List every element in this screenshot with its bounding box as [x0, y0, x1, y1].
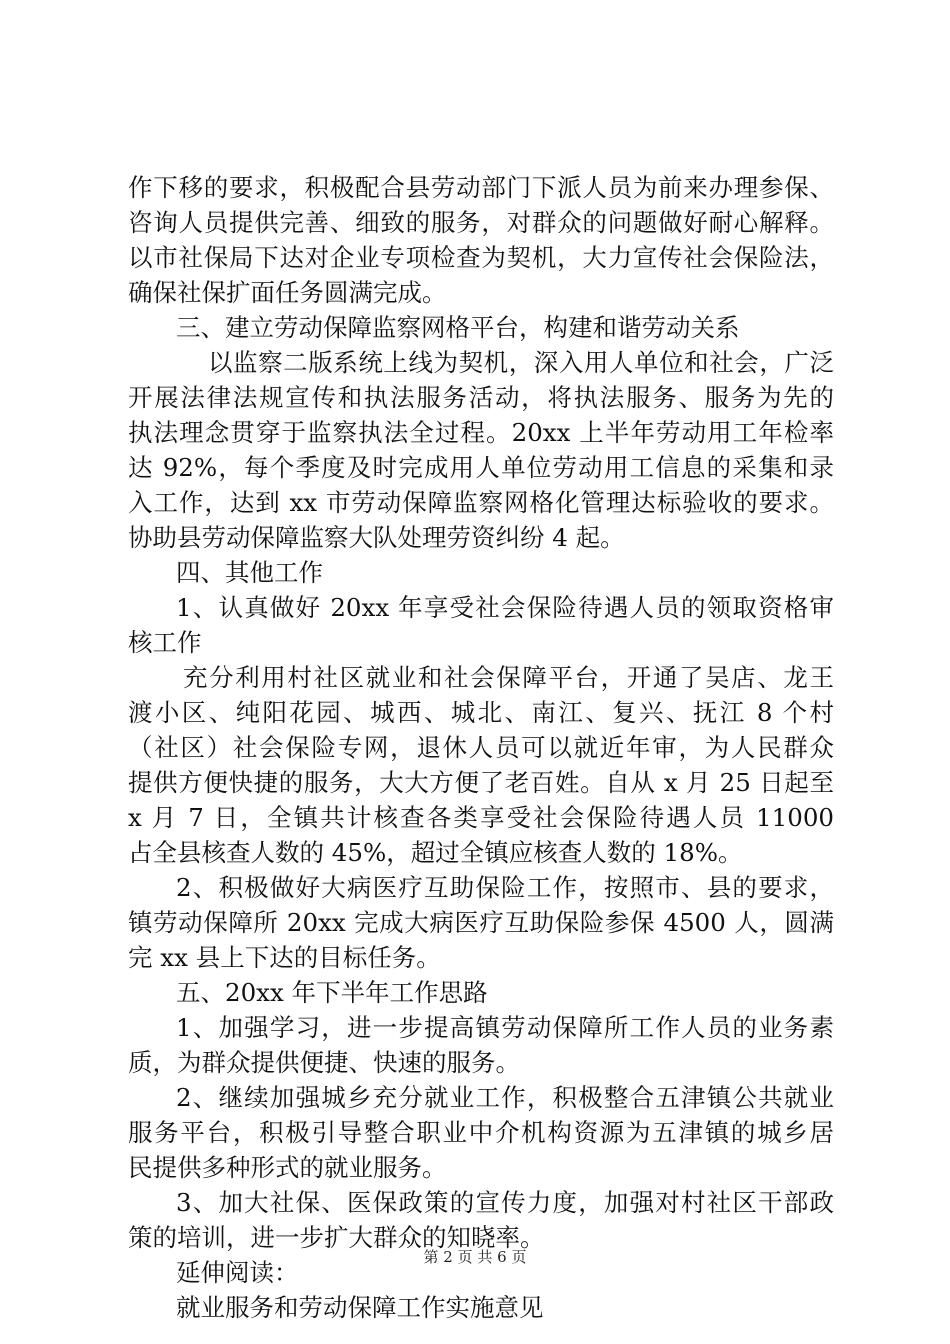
- text-line: 入工作，达到 xx 市劳动保障监察网格化管理达标验收的要求。: [128, 488, 834, 517]
- text-line: 充分利用村社区就业和社会保障平台，开通了吴店、龙王: [183, 663, 834, 692]
- text-line: 2、积极做好大病医疗互助保险工作，按照市、县的要求，: [176, 873, 834, 902]
- text-line: 以监察二版系统上线为契机，深入用人单位和社会，广泛: [208, 348, 834, 377]
- page-footer: 第 2 页 共 6 页: [423, 1248, 527, 1266]
- text-line: 渡小区、纯阳花园、城西、城北、南江、复兴、抚江 8 个村: [128, 698, 834, 727]
- text-line: 核工作: [128, 628, 202, 657]
- text-line: 镇劳动保障所 20xx 完成大病医疗互助保险参保 4500 人，圆满: [128, 908, 834, 937]
- text-line: （社区）社会保险专网，退休人员可以就近年审，为人民群众: [128, 733, 834, 762]
- text-line: 提供方便快捷的服务，大大方便了老百姓。自从 x 月 25 日起至: [128, 768, 834, 797]
- text-line: x 月 7 日，全镇共计核查各类享受社会保险待遇人员 11000: [128, 803, 834, 832]
- text-line: 协助县劳动保障监察大队处理劳资纠纷 4 起。: [128, 523, 625, 552]
- text-line: 延伸阅读：: [176, 1258, 299, 1287]
- text-line: 1、认真做好 20xx 年享受社会保险待遇人员的领取资格审: [176, 593, 834, 622]
- text-line: 开展法律法规宣传和执法服务活动，将执法服务、服务为先的: [128, 383, 834, 412]
- text-line: 占全县核查人数的 45%，超过全镇应核查人数的 18%。: [128, 838, 743, 867]
- text-line: 咨询人员提供完善、细致的服务，对群众的问题做好耐心解释。: [128, 208, 834, 237]
- text-line: 作下移的要求，积极配合县劳动部门下派人员为前来办理参保、: [128, 173, 834, 202]
- text-line: 确保社保扩面任务圆满完成。: [128, 278, 447, 307]
- text-line: 达 92%，每个季度及时完成用人单位劳动用工信息的采集和录: [128, 453, 834, 482]
- document-body: [128, 170, 834, 1325]
- text-line: 服务平台，积极引导整合职业中介机构资源为五津镇的城乡居: [128, 1118, 834, 1147]
- text-line: 策的培训，进一步扩大群众的知晓率。: [128, 1223, 545, 1252]
- text-line: 完 xx 县上下达的目标任务。: [128, 943, 441, 972]
- text-line: 三、建立劳动保障监察网格平台，构建和谐劳动关系: [176, 313, 740, 342]
- text-line: 1、加强学习，进一步提高镇劳动保障所工作人员的业务素: [176, 1013, 834, 1042]
- text-line: 执法理念贯穿于监察执法全过程。20xx 上半年劳动用工年检率: [128, 418, 834, 447]
- text-line: 四、其他工作: [176, 558, 323, 587]
- text-line: 质，为群众提供便捷、快速的服务。: [128, 1048, 520, 1077]
- text-line: 2、继续加强城乡充分就业工作，积极整合五津镇公共就业: [176, 1083, 834, 1112]
- text-line: 3、加大社保、医保政策的宣传力度，加强对村社区干部政: [176, 1188, 834, 1217]
- text-line: 五、20xx 年下半年工作思路: [176, 978, 488, 1007]
- text-line: 就业服务和劳动保障工作实施意见: [176, 1293, 544, 1322]
- text-line: 以市社保局下达对企业专项检查为契机，大力宣传社会保险法，: [128, 243, 834, 272]
- text-line: 民提供多种形式的就业服务。: [128, 1153, 447, 1182]
